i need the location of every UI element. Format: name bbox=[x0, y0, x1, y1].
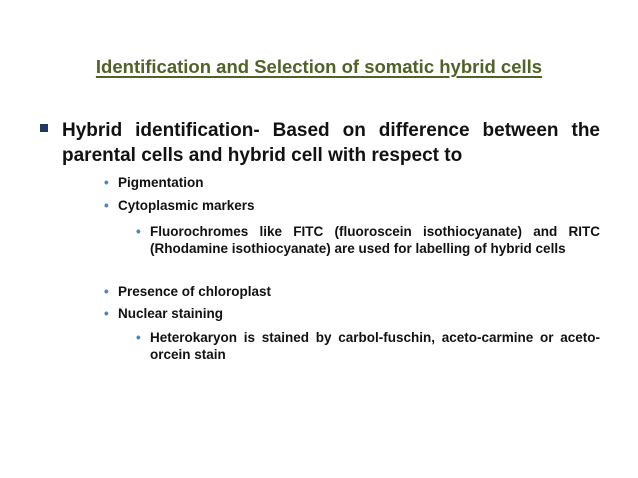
square-bullet-icon bbox=[40, 124, 48, 132]
slide-title: Identification and Selection of somatic hybrid cells bbox=[95, 56, 543, 77]
sub-bullet-text: Nuclear staining bbox=[118, 306, 224, 321]
bullet-dot-icon: • bbox=[136, 330, 141, 345]
main-bullet-text: Hybrid identification- Based on difference between the parental cells and hybrid cell with respect to bbox=[62, 120, 600, 166]
sub-bullet-text: Cytoplasmic markers bbox=[118, 198, 255, 213]
sub-bullet-text: Pigmentation bbox=[118, 175, 204, 190]
sub-sub-bullet-text: Heterokaryon is stained by carbol-fuschin, aceto-carmine or aceto-orcein stain bbox=[150, 330, 600, 362]
sub-bullet-text: Presence of chloroplast bbox=[118, 284, 272, 299]
bullet-dot-icon: • bbox=[104, 198, 109, 213]
bullet-dot-icon: • bbox=[104, 175, 109, 190]
bullet-dot-icon: • bbox=[104, 306, 109, 321]
bullet-dot-icon: • bbox=[104, 284, 109, 299]
sub-sub-bullet-text: Fluorochromes like FITC (fluoroscein isothiocyanate) and RITC (Rhodamine isothiocyanate) are used for labelling of hybrid cells bbox=[150, 224, 600, 256]
bullet-dot-icon: • bbox=[136, 224, 141, 239]
